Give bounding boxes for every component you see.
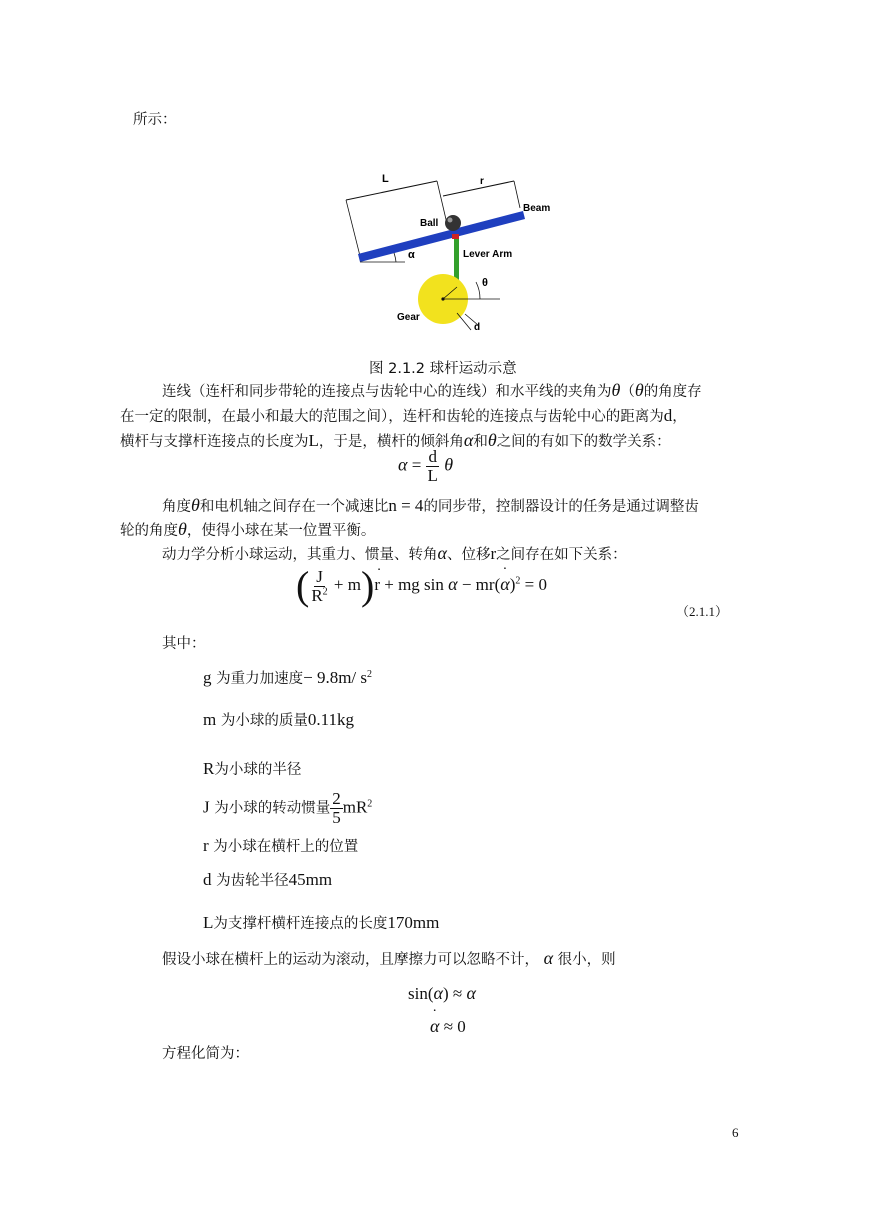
para1-line3 [120, 430, 671, 451]
alpha-symbol: α [463, 430, 474, 450]
eq2-minus-mr: − mr [461, 574, 495, 594]
def-text: 为小球在横杆上的位置 [213, 839, 359, 855]
eq2-num: J [316, 566, 323, 586]
equation-number: （2.1.1） [676, 604, 729, 619]
para1-line1 [162, 380, 702, 401]
theta-symbol: θ [611, 380, 621, 400]
eq2-den [309, 587, 329, 605]
para3-text-a: 动力学分析小球运动，其重力、惯量、转角 [162, 547, 438, 563]
page-number: 6 [732, 1125, 739, 1140]
para3-text-c: 之间存在如下关系： [496, 547, 627, 563]
approx-sin [408, 983, 476, 1004]
def-m [203, 709, 354, 730]
def-fraction [330, 790, 343, 827]
approx2-alpha: ˙ α [430, 1016, 439, 1037]
eq1-fraction [426, 448, 440, 485]
ball-beam-figure [330, 168, 560, 338]
def-value: 170mm [387, 913, 440, 932]
eq2-den-sup: 2 [322, 585, 328, 597]
assumption-text [162, 948, 616, 969]
label-beam: Beam [523, 203, 551, 214]
label-L: L [382, 173, 389, 185]
eq1-den: L [427, 465, 438, 485]
alpha-symbol: α [437, 543, 447, 563]
ball-highlight [448, 218, 453, 223]
def-text: 为重力加速度 [216, 671, 304, 687]
def-text: 为齿轮半径 [216, 873, 289, 889]
r-symbol: r [490, 544, 497, 563]
left-paren: ( [296, 563, 310, 608]
para2-text-c: 的同步带，控制器设计的任务是通过调整齿 [423, 499, 699, 515]
label-d: d [474, 322, 481, 333]
para2-text-a: 角度 [162, 499, 191, 515]
assume-text-b: 很小，则 [557, 952, 616, 968]
assume-text-a: 假设小球在横杆上的运动为滚动，且摩擦力可以忽略不计， [162, 952, 539, 968]
eq2-square: 2 [515, 575, 521, 587]
def-value: mR [342, 797, 368, 817]
def-text: 为小球的半径 [214, 762, 302, 778]
para1-text-e: ， [672, 409, 687, 425]
eq2-r-ddot: ˙ r [374, 575, 380, 595]
def-symbol: g [203, 668, 212, 687]
para1-text-c: 的角度存 [643, 384, 702, 400]
para1-text-f: 横杆与支撑杆连接点的长度为 [120, 434, 309, 450]
def-d [203, 869, 332, 890]
para1-text-g: ，于是，横杆的倾斜角 [318, 434, 464, 450]
label-gear: Gear [397, 312, 420, 323]
approx2-b: ≈ 0 [443, 1017, 466, 1036]
def-symbol: L [203, 913, 214, 932]
ratio-value: n = 4 [388, 496, 424, 515]
d-symbol: d [663, 406, 673, 425]
def-frac-den: 5 [332, 807, 341, 827]
equation-motion [296, 563, 547, 608]
label-r: r [480, 176, 484, 187]
para1-text-d: 在一定的限制，在最小和最大的范围之间），连杆和齿轮的连接点与齿轮中心的距离为 [120, 409, 664, 425]
def-sup: 2 [367, 798, 373, 810]
label-lever-arm: Lever Arm [463, 249, 513, 260]
eq2-close: ) [509, 574, 516, 594]
def-symbol: r [203, 836, 209, 855]
def-frac-num: 2 [332, 789, 341, 808]
eq2-alpha: α [448, 573, 458, 594]
label-theta: θ [482, 277, 488, 289]
para1-text-a: 连线（连杆和同步带轮的连接点与齿轮中心的连线）和水平线的夹角为 [162, 384, 612, 400]
eq2-plus-m: + m [333, 574, 361, 594]
para1-line2 [120, 405, 687, 426]
def-sup: 2 [367, 669, 373, 681]
para2-text-e: ，使得小球在某一位置平衡。 [186, 523, 376, 539]
theta-symbol: θ [191, 495, 200, 515]
def-g [203, 667, 372, 688]
def-R [203, 758, 301, 779]
dimension-r [443, 176, 520, 208]
eq1-rhs: θ [444, 454, 454, 475]
eq1-equals: = [411, 455, 422, 475]
approx1-b: ) ≈ [442, 984, 463, 1003]
def-value: 0.11kg [307, 710, 354, 729]
equation-alpha [398, 448, 453, 485]
eq2-den-R: R [311, 585, 323, 605]
para2-line1 [162, 495, 699, 516]
para2-text-b: 和电机轴之间存在一个减速比 [199, 499, 389, 515]
def-text: 为小球的质量 [220, 713, 308, 729]
label-ball: Ball [420, 218, 439, 229]
def-value: − 9.8m/ s [303, 668, 368, 687]
def-L [203, 912, 439, 933]
beam-joint [452, 234, 459, 239]
para3-text-b: 、位移 [446, 547, 491, 563]
L-symbol: L [308, 431, 319, 450]
eq2-open: ( [494, 574, 501, 594]
theta-symbol: θ [634, 380, 644, 400]
approx1-a: sin( [408, 984, 434, 1003]
para1-text-h: 和 [473, 434, 488, 450]
right-paren: ) [360, 563, 375, 608]
para2-line2 [120, 519, 375, 540]
def-value: 45mm [288, 870, 333, 889]
para1-text-i: 之间的有如下的数学关系： [496, 434, 671, 450]
para2-text-d: 轮的角度 [120, 523, 178, 539]
def-text: 为支撑杆横杆连接点的长度 [213, 916, 388, 932]
eq2-equals-zero: = 0 [524, 574, 547, 594]
def-symbol: m [203, 710, 217, 729]
approx-alpha-dot [430, 1016, 466, 1037]
label-alpha: α [408, 249, 415, 261]
theta-symbol: θ [178, 519, 187, 539]
intro-text: 所示： [133, 112, 177, 128]
figure-caption: 图 2.1.2 球杆运动示意 [369, 361, 517, 377]
simplified-text: 方程化简为： [162, 1046, 249, 1062]
eq1-lhs: α [398, 454, 408, 475]
def-symbol: d [203, 870, 212, 889]
def-J [203, 790, 372, 827]
eq2-fraction [309, 568, 329, 605]
alpha-symbol: α [543, 948, 554, 968]
approx1-alpha: α [433, 983, 443, 1003]
def-symbol: R [203, 759, 215, 778]
def-symbol: J [203, 797, 210, 817]
where-text: 其中： [162, 636, 206, 652]
ball [445, 215, 461, 231]
approx1-c: α [466, 983, 476, 1003]
theta-symbol: θ [487, 430, 497, 450]
def-r [203, 835, 358, 856]
para1-text-b: （ [620, 384, 635, 400]
def-text: 为小球的转动惯量 [214, 800, 331, 817]
eq2-alpha-dot: ˙ α [500, 574, 509, 595]
eq1-num: d [428, 447, 437, 466]
para3-line [162, 543, 627, 564]
eq2-mg-sin: + mg sin [384, 574, 444, 594]
dimension-L [346, 173, 448, 256]
